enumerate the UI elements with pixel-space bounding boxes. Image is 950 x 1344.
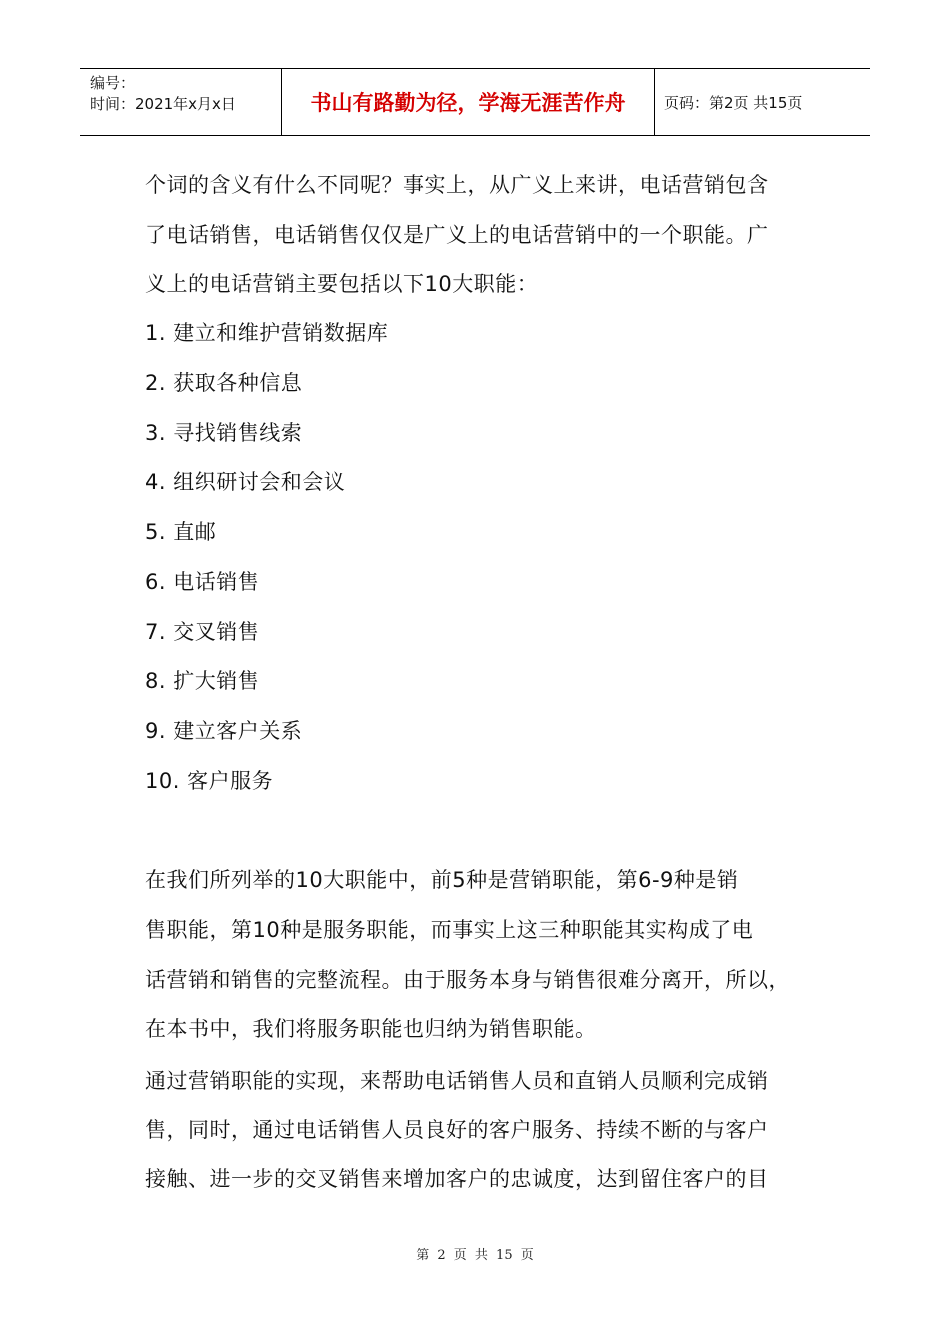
paragraph-line: 售职能，第10种是服务职能，而事实上这三种职能其实构成了电 [145, 918, 754, 942]
paragraph-line: 通过营销职能的实现，来帮助电话销售人员和直销人员顺利完成销 [145, 1069, 769, 1093]
function-list-item: 10. 客户服务 [145, 769, 274, 793]
function-list-item: 1. 建立和维护营销数据库 [145, 321, 389, 345]
function-list-item: 7. 交叉销售 [145, 620, 260, 644]
intro-line: 义上的电话营销主要包括以下10大职能： [145, 272, 539, 296]
function-list-item: 5. 直邮 [145, 520, 217, 544]
document-header [80, 68, 870, 136]
function-list-item: 8. 扩大销售 [145, 669, 260, 693]
function-list-item: 9. 建立客户关系 [145, 719, 303, 743]
header-meta-cell [80, 69, 282, 135]
page-info: 页码：第2页 共15页 [664, 93, 803, 112]
header-motto-cell [282, 69, 655, 135]
paragraph-line: 售，同时，通过电话销售人员良好的客户服务、持续不断的与客户 [145, 1118, 769, 1142]
paragraph-line: 在我们所列举的10大职能中，前5种是营销职能，第6-9种是销 [145, 868, 739, 892]
paragraph-line: 话营销和销售的完整流程。由于服务本身与销售很难分离开，所以， [145, 968, 790, 992]
header-page-cell [655, 69, 870, 135]
intro-line: 了电话销售，电话销售仅仅是广义上的电话营销中的一个职能。广 [145, 223, 769, 247]
date-label: 时间：2021年x月x日 [90, 95, 236, 113]
motto-text: 书山有路勤为径，学海无涯苦作舟 [310, 91, 626, 115]
page-footer: 第 2 页 共 15 页 [416, 1248, 534, 1263]
function-list-item: 2. 获取各种信息 [145, 371, 303, 395]
number-label: 编号： [90, 74, 136, 92]
intro-line: 个词的含义有什么不同呢？事实上，从广义上来讲，电话营销包含 [145, 173, 769, 197]
function-list-item: 6. 电话销售 [145, 570, 260, 594]
function-list-item: 3. 寻找销售线索 [145, 421, 303, 445]
paragraph-line: 在本书中，我们将服务职能也归纳为销售职能。 [145, 1017, 597, 1041]
paragraph-line: 接触、进一步的交叉销售来增加客户的忠诚度，达到留住客户的目 [145, 1167, 769, 1191]
function-list-item: 4. 组织研讨会和会议 [145, 470, 346, 494]
